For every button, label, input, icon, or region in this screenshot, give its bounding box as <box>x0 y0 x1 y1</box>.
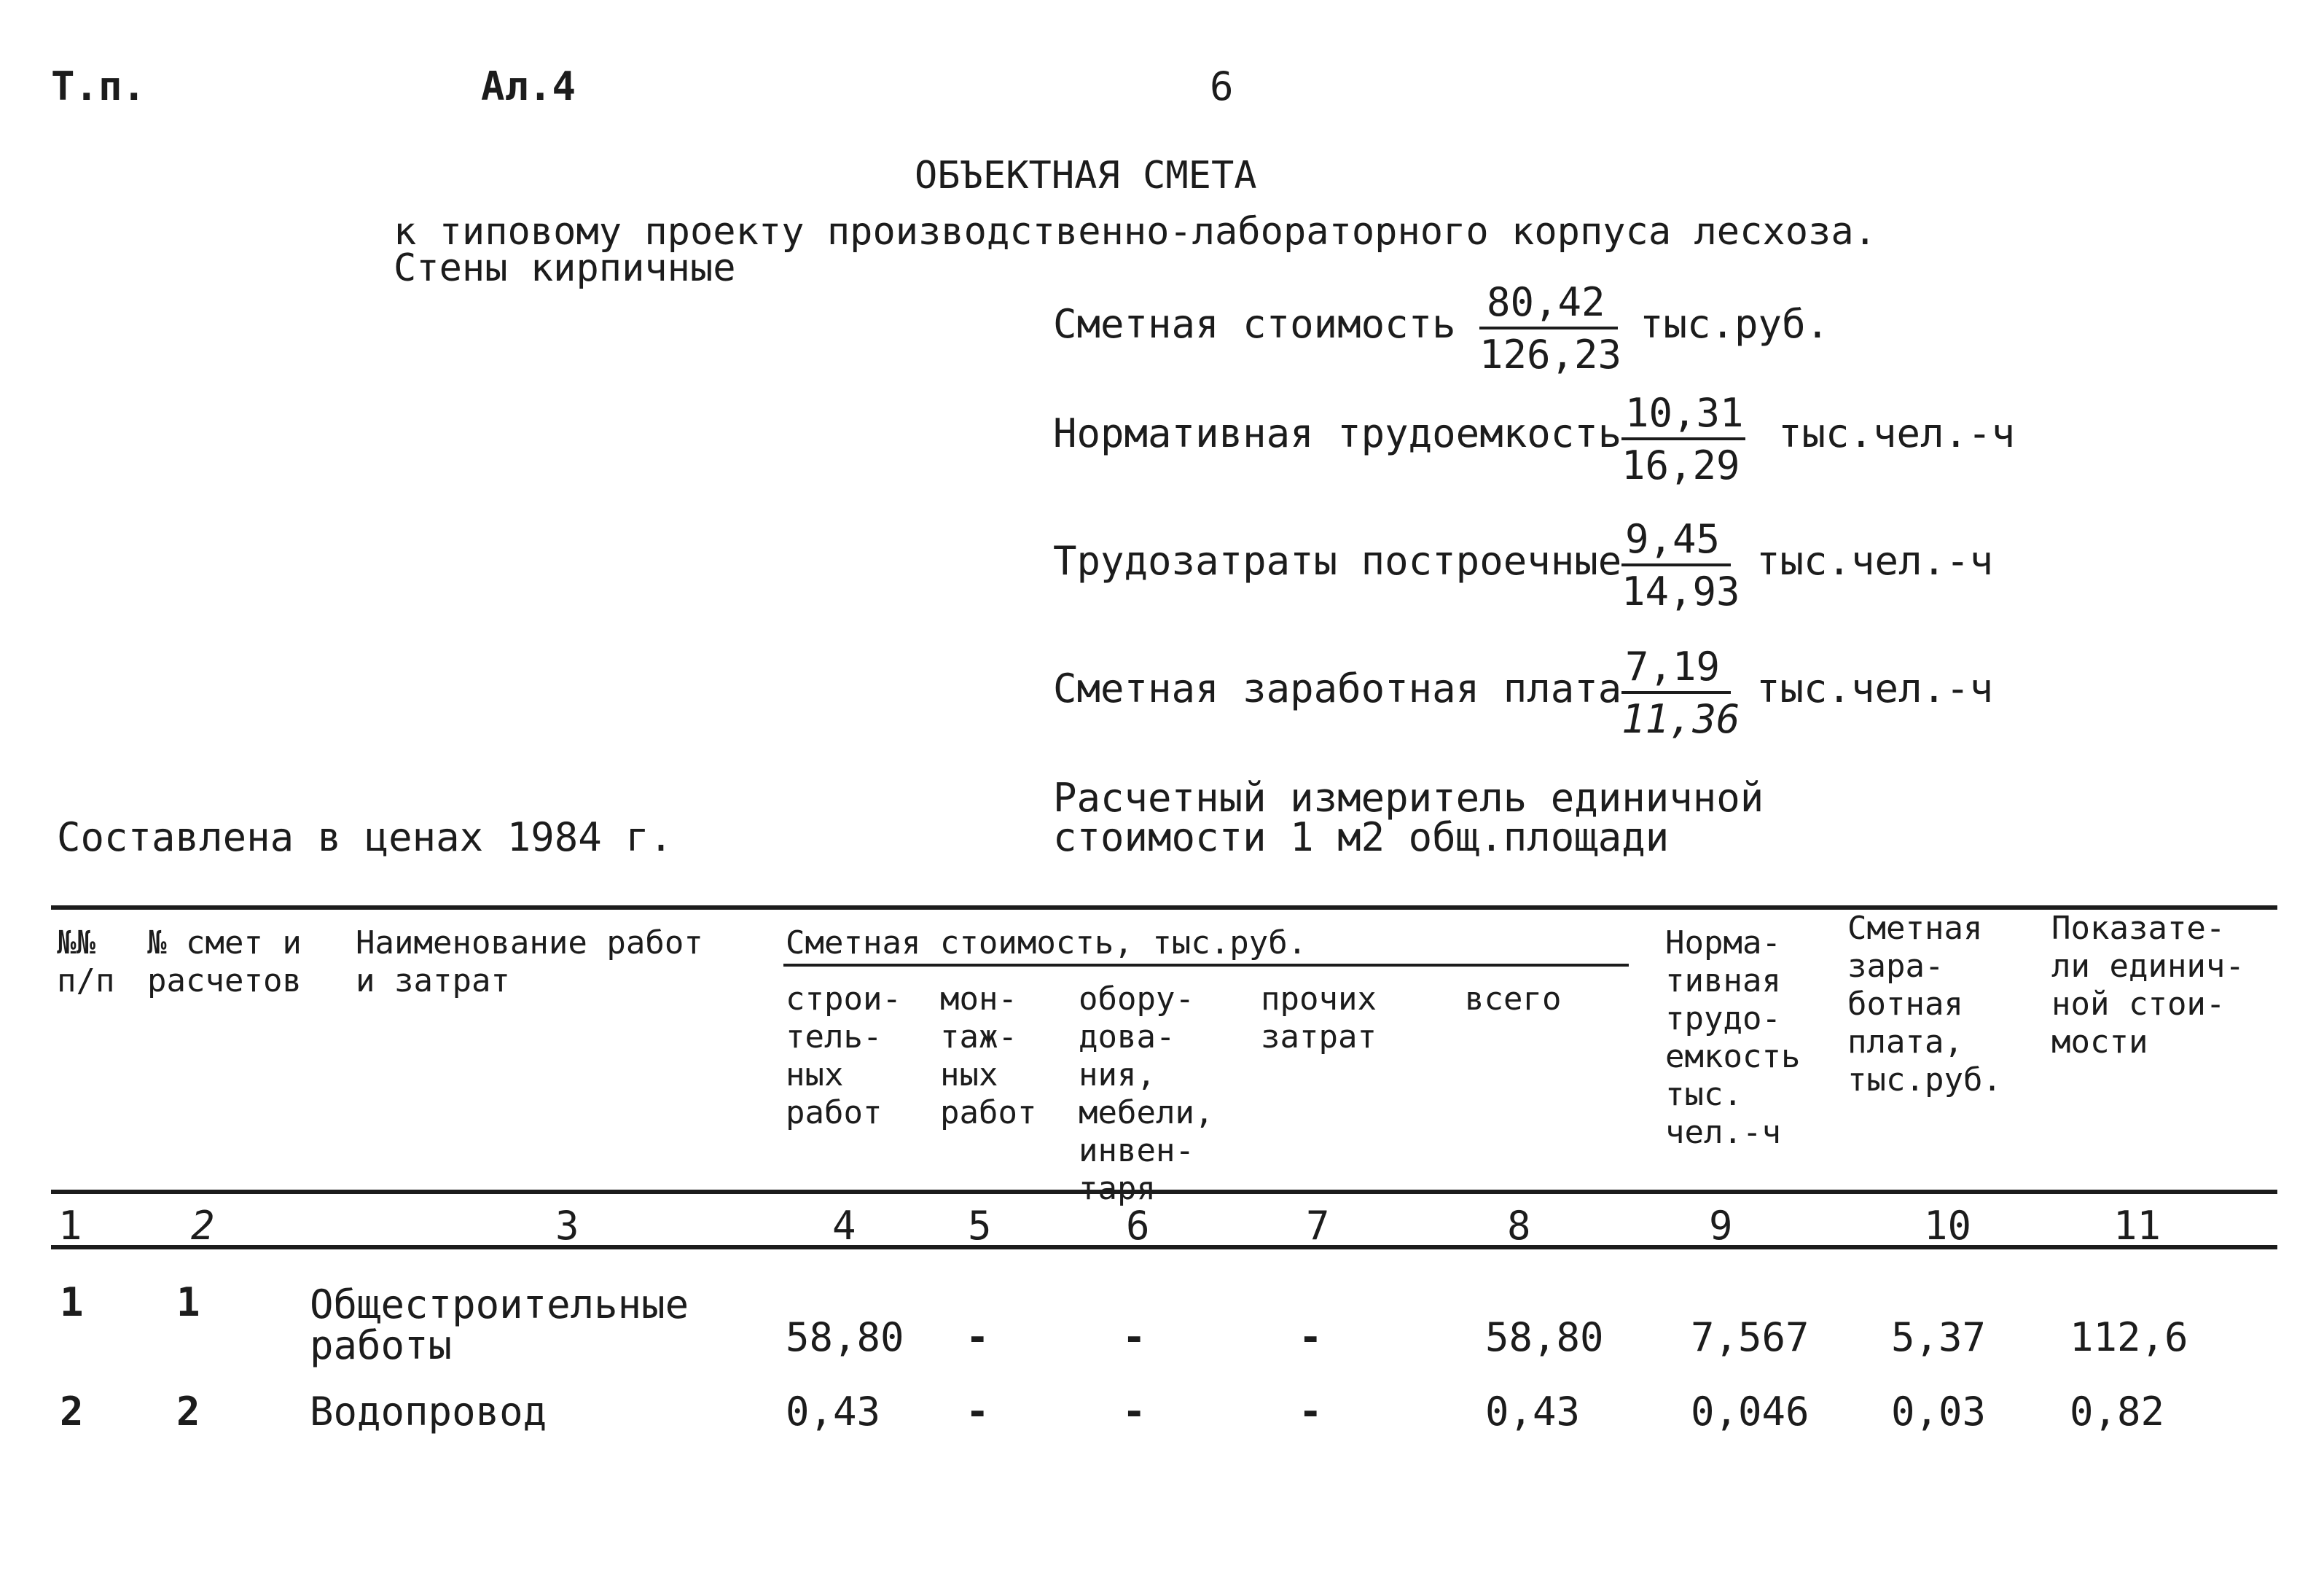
document-title: ОБЪЕКТНАЯ СМЕТА <box>915 154 1257 198</box>
header-cost-group: Сметная стоимость, тыс.руб. <box>786 924 1307 961</box>
header-unit-cost-indicators: Показате- ли единич- ной стои- мости <box>2051 910 2245 1061</box>
column-number: 9 <box>1709 1203 1733 1249</box>
column-number: 6 <box>1126 1203 1150 1249</box>
fraction-bar <box>1621 437 1745 440</box>
table-row-name: Общестроительные работы <box>310 1281 689 1368</box>
table-row-other: - <box>1299 1389 1323 1435</box>
table-row-other: - <box>1299 1314 1323 1360</box>
header-normative-labor: Норма- тивная трудо- емкость тыс. чел.-ч <box>1665 924 1801 1151</box>
construction-labor-denominator: 14,93 <box>1621 569 1740 615</box>
estimated-cost-numerator: 80,42 <box>1487 279 1605 325</box>
column-number: 11 <box>2113 1203 2161 1249</box>
header-other-costs: прочих затрат <box>1261 980 1377 1056</box>
estimated-wages-unit: тыс.чел.-ч <box>1756 666 1994 711</box>
column-number: 1 <box>58 1203 82 1249</box>
header-equipment: обору- дова- ния, мебели, инвен- таря <box>1079 980 1214 1207</box>
header-work-name: Наименование работ и затрат <box>356 924 703 999</box>
normative-labor-unit: тыс.чел.-ч <box>1778 410 2016 456</box>
cost-group-rule <box>783 964 1629 967</box>
normative-labor-label: Нормативная трудоемкость <box>1053 410 1622 456</box>
table-row-estimate: 2 <box>176 1389 200 1435</box>
header-estimated-wages: Сметная зара- ботная плата, тыс.руб. <box>1847 910 2002 1099</box>
column-number: 8 <box>1507 1203 1531 1249</box>
header-row-number: №№ п/п <box>57 924 115 999</box>
table-row-installation: - <box>966 1314 990 1360</box>
table-row-wages: 5,37 <box>1891 1314 1987 1360</box>
header-construction-works: строи- тель- ных работ <box>786 980 901 1131</box>
table-row-installation: - <box>966 1389 990 1435</box>
table-row-estimate: 1 <box>176 1279 200 1325</box>
walls-note: Стены кирпичные <box>394 246 736 290</box>
header-installation-works: мон- таж- ных работ <box>940 980 1037 1131</box>
normative-labor-numerator: 10,31 <box>1625 390 1744 436</box>
page-number: 6 <box>1210 63 1234 109</box>
table-row-total: 0,43 <box>1485 1389 1581 1435</box>
estimated-wages-denominator: 11,36 <box>1621 696 1740 742</box>
table-row-construction: 58,80 <box>786 1314 904 1360</box>
fraction-bar <box>1621 691 1731 694</box>
construction-labor-numerator: 9,45 <box>1625 516 1721 562</box>
column-number: 2 <box>191 1203 215 1249</box>
prices-note: Составлена в ценах 1984 г. <box>57 814 673 860</box>
table-row-labor: 7,567 <box>1691 1314 1809 1360</box>
column-number: 10 <box>1924 1203 1972 1249</box>
column-number: 4 <box>832 1203 856 1249</box>
estimated-cost-unit: тыс.руб. <box>1640 301 1830 347</box>
estimated-wages-label: Сметная заработная плата <box>1053 666 1622 711</box>
table-row-number: 1 <box>60 1279 84 1325</box>
fraction-bar <box>1479 327 1618 329</box>
table-row-number: 2 <box>60 1389 84 1435</box>
header-estimate-number: № смет и расчетов <box>147 924 302 999</box>
album-number: Ал.4 <box>481 63 576 109</box>
column-number: 7 <box>1306 1203 1330 1249</box>
table-row-unit-cost: 0,82 <box>2070 1389 2165 1435</box>
header-total: всего <box>1465 980 1562 1018</box>
normative-labor-denominator: 16,29 <box>1621 442 1740 488</box>
table-row-equipment: - <box>1122 1389 1146 1435</box>
document-code: Т.п. <box>51 63 146 109</box>
column-number: 3 <box>555 1203 579 1249</box>
estimated-cost-denominator: 126,23 <box>1479 332 1622 378</box>
construction-labor-label: Трудозатраты построечные <box>1053 538 1622 584</box>
column-number: 5 <box>968 1203 992 1249</box>
fraction-bar <box>1621 563 1731 566</box>
document-subtitle: к типовому проекту производственно-лабораторного корпуса лесхоза. <box>394 210 1877 254</box>
table-row-labor: 0,046 <box>1691 1389 1809 1435</box>
table-row-wages: 0,03 <box>1891 1389 1987 1435</box>
construction-labor-unit: тыс.чел.-ч <box>1756 538 1994 584</box>
unit-meter-line1: Расчетный измеритель единичной <box>1053 775 1764 821</box>
table-row-name: Водопровод <box>310 1389 547 1435</box>
table-row-unit-cost: 112,6 <box>2070 1314 2188 1360</box>
estimated-wages-numerator: 7,19 <box>1625 644 1721 690</box>
table-row-construction: 0,43 <box>786 1389 881 1435</box>
unit-meter-line2: стоимости 1 м2 общ.площади <box>1053 814 1670 860</box>
table-row-equipment: - <box>1122 1314 1146 1360</box>
table-row-total: 58,80 <box>1485 1314 1604 1360</box>
estimated-cost-label: Сметная стоимость <box>1053 301 1456 347</box>
